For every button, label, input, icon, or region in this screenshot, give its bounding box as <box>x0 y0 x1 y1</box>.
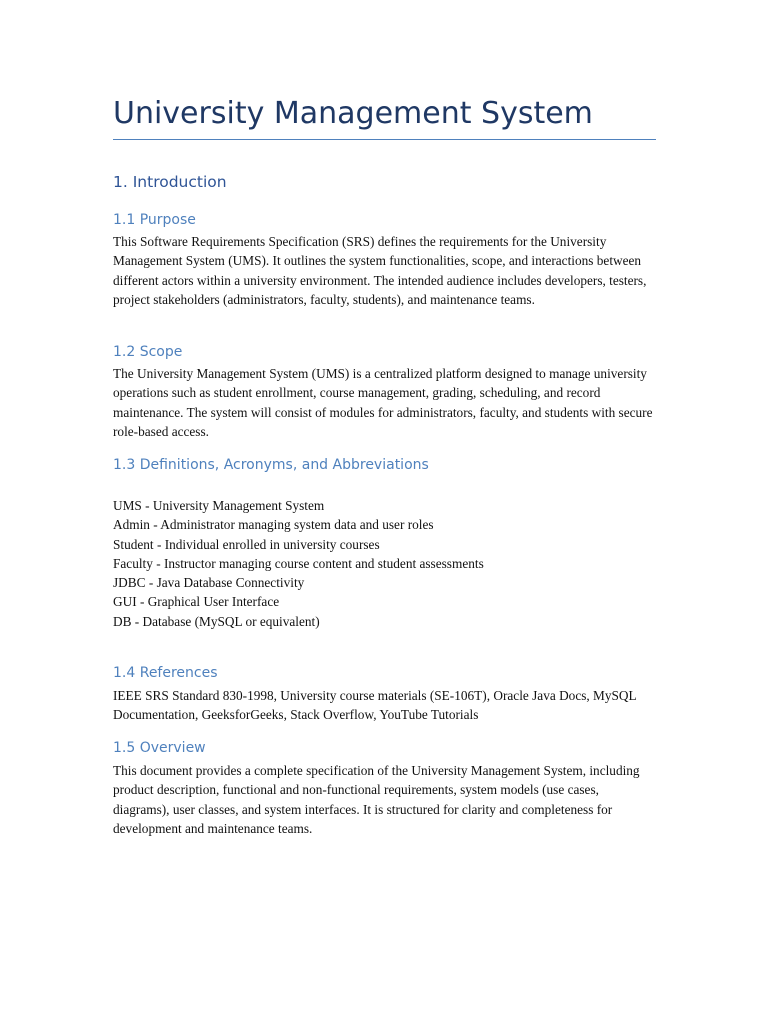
scope-paragraph: The University Management System (UMS) is a centralized platform designed to manage university operations such as student enrollment, course management, grading, scheduling, and record maintenance. The system will consist of modules for administrators, faculty, and students with secure role-based access. <box>113 366 653 439</box>
overview-paragraph: This document provides a complete specification of the University Management System, including product description, functional and non-functional requirements, system models (use cases, diagrams), user classes, and system interfaces. It is structured for clarity and completeness for development and maintenance teams. <box>113 763 640 836</box>
title-underline <box>113 139 656 140</box>
definition-item: DB - Database (MySQL or equivalent) <box>113 613 320 629</box>
definition-item: GUI - Graphical User Interface <box>113 594 280 610</box>
document-title: University Management System <box>113 96 593 131</box>
section-heading-introduction: 1. Introduction <box>113 173 227 191</box>
purpose-paragraph: This Software Requirements Specification (SRS) defines the requirements for the University Management System (UMS). It outlines the system functionalities, scope, and interactions between different actors within a university environment. The intended audience includes developers, testers, project stakeholders (administrators, faculty, students), and maintenance teams. <box>113 234 647 307</box>
section-heading-references: 1.4 References <box>113 665 218 681</box>
definition-item: JDBC - Java Database Connectivity <box>113 575 305 591</box>
section-heading-definitions: 1.3 Definitions, Acronyms, and Abbreviations <box>113 457 429 473</box>
references-paragraph: IEEE SRS Standard 830-1998, University course materials (SE-106T), Oracle Java Docs, MySQL Documentation, GeeksforGeeks, Stack Overflow, YouTube Tutorials <box>113 688 637 723</box>
definition-item: UMS - University Management System <box>113 498 325 513</box>
definition-item: Student - Individual enrolled in university courses <box>113 536 380 552</box>
definition-item: Faculty - Instructor managing course content and student assessments <box>113 555 484 571</box>
definition-item: Admin - Administrator managing system data and user roles <box>113 517 434 533</box>
section-heading-purpose: 1.1 Purpose <box>113 212 196 228</box>
section-heading-overview: 1.5 Overview <box>113 740 206 756</box>
section-heading-scope: 1.2 Scope <box>113 344 183 360</box>
definitions-list <box>113 496 656 631</box>
